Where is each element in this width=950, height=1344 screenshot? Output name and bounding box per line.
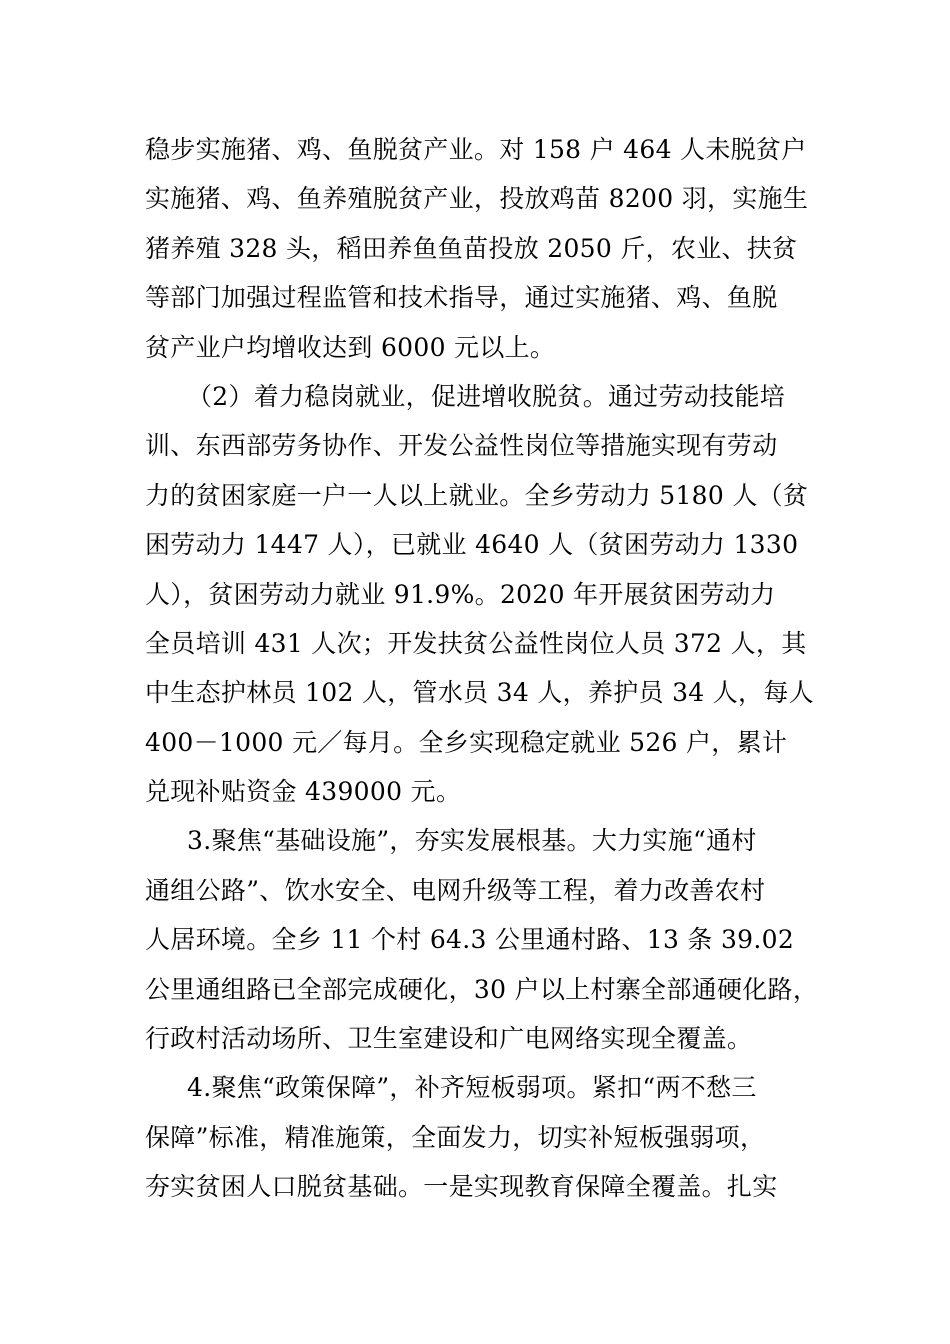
- paragraph-line: 训、东西部劳务协作、开发公益性岗位等措施实现有劳动: [145, 431, 778, 461]
- paragraph-line: 3.聚焦“基础设施”，夯实发展根基。大力实施“通村: [187, 826, 757, 856]
- paragraph-line: 力的贫困家庭一户一人以上就业。全乡劳动力 5180 人（贫: [145, 480, 809, 510]
- paragraph-line: 全员培训 431 人次；开发扶贫公益性岗位人员 372 人，其: [145, 628, 807, 658]
- paragraph-line: 行政村活动场所、卫生室建设和广电网络实现全覆盖。: [145, 1024, 753, 1054]
- paragraph-line: （2）着力稳岗就业，促进增收脱贫。通过劳动技能培: [187, 381, 786, 411]
- paragraph-line: 夯实贫困人口脱贫基础。一是实现教育保障全覆盖。扎实: [145, 1172, 778, 1202]
- paragraph-line: 公里通组路已全部完成硬化，30 户以上村寨全部通硬化路，: [145, 974, 819, 1004]
- document-body: [145, 125, 825, 1212]
- paragraph-line: 人居环境。全乡 11 个村 64.3 公里通村路、13 条 39.02: [145, 925, 795, 955]
- paragraph-line: 400－1000 元／每月。全乡实现稳定就业 526 户，累计: [145, 727, 788, 757]
- paragraph-line: 实施猪、鸡、鱼养殖脱贫产业，投放鸡苗 8200 羽，实施生: [145, 184, 809, 214]
- paragraph-line: 兑现补贴资金 439000 元。: [145, 777, 462, 807]
- paragraph-line: 通组公路”、饮水安全、电网升级等工程，着力改善农村: [145, 875, 766, 905]
- paragraph-line: 中生态护林员 102 人，管水员 34 人，养护员 34 人，每人: [145, 678, 814, 708]
- paragraph-line: 贫产业户均增收达到 6000 元以上。: [145, 332, 556, 362]
- paragraph-line: 等部门加强过程监管和技术指导，通过实施猪、鸡、鱼脱: [145, 283, 778, 313]
- paragraph-line: 人），贫困劳动力就业 91.9%。2020 年开展贫困劳动力: [145, 579, 776, 609]
- paragraph-line: 稳步实施猪、鸡、鱼脱贫产业。对 158 户 464 人未脱贫户: [145, 135, 807, 164]
- paragraph-line: 4.聚焦“政策保障”，补齐短板弱项。紧扣“两不愁三: [187, 1073, 757, 1103]
- paragraph-line: 困劳动力 1447 人），已就业 4640 人（贫困劳动力 1330: [145, 530, 799, 560]
- paragraph-line: 猪养殖 328 头，稻田养鱼鱼苗投放 2050 斤，农业、扶贫: [145, 233, 798, 263]
- paragraph-line: 保障”标准，精准施策，全面发力，切实补短板强弱项，: [145, 1122, 766, 1152]
